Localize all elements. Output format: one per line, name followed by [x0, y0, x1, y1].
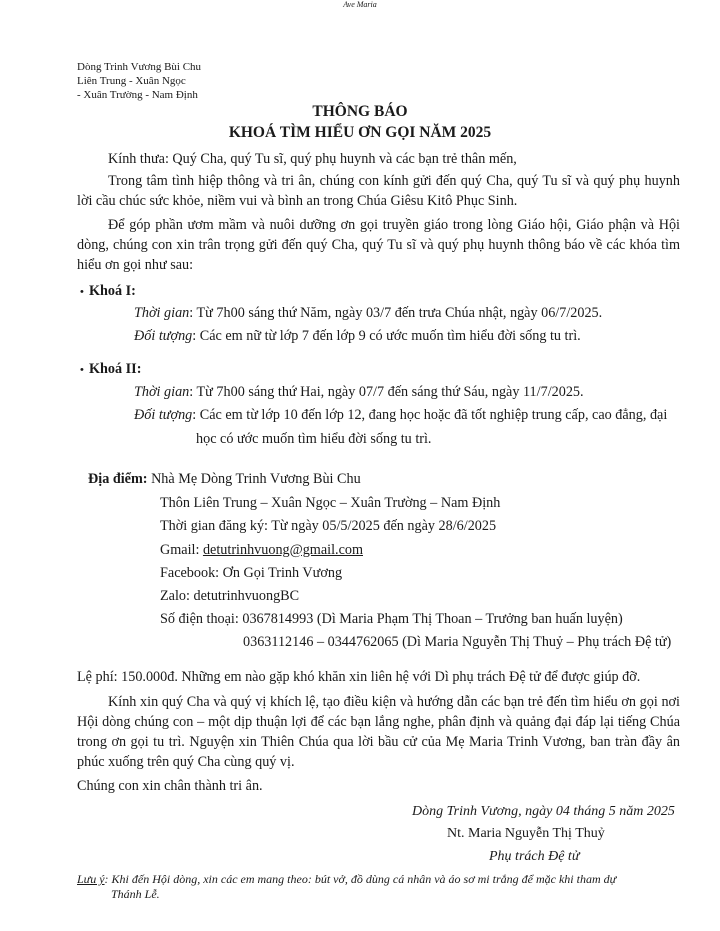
purpose-paragraph: Để góp phần ươm mầm và nuôi dưỡng ơn gọi truyền giáo trong lòng Giáo hội, Giáo phận và Hội dòng, chúng con xin trân trọng gửi đến quý Cha, quý Tu sĩ và quý phụ huynh thông báo về các khóa tìm hiểu ơn gọi như sau: [77, 217, 680, 273]
course-1-heading: • Khoá I: [80, 283, 136, 299]
bullet-icon: • [80, 286, 84, 298]
intro-paragraph: Trong tâm tình hiệp thông và tri ân, chúng con kính gửi đến quý Cha, quý Tu sĩ và quý phụ huynh lời cầu chúc sức khỏe, niềm vui và bình an trong Chúa Giêsu Kitô Phục Sinh. [77, 173, 680, 209]
course-1-time: Thời gian: Từ 7h00 sáng thứ Năm, ngày 03/7 đến trưa Chúa nhật, ngày 06/7/2025. [134, 305, 603, 321]
motto-header: Ave Maria [343, 0, 377, 9]
gmail-link[interactable]: detutrinhvuong@gmail.com [202, 542, 363, 558]
greeting: Kính thưa: Quý Cha, quý Tu sĩ, quý phụ huynh và các bạn trẻ thân mến, [108, 151, 517, 167]
signature-name: Nt. Maria Nguyễn Thị Thuỷ [447, 826, 605, 841]
closing-paragraph: Kính xin quý Cha và quý vị khích lệ, tạo điều kiện và hướng dẫn các bạn trẻ đến tìm hiểu ơn gọi nơi Hội dòng chúng con – một dịp thuận lợi để các bạn lắng nghe, phân định và quảng đại đáp lại tiếng Chúa trong ơn gọi tu trì. Nguyện xin Thiên Chúa qua lời bầu cử của Mẹ Maria Trinh Vương, ban tràn đầy ân phúc xuống trên quý Cha cùng quý vị. [77, 694, 680, 770]
zalo-line: Zalo: detutrinhvuongBC [160, 588, 300, 604]
org-line-1: Dòng Trinh Vương Bùi Chu [77, 61, 202, 73]
thanks-line: Chúng con xin chân thành tri ân. [77, 778, 263, 794]
course-2-target: Đối tượng: Các em từ lớp 10 đến lớp 12, đang học hoặc đã tốt nghiệp trung cấp, cao đẳng, đại [134, 407, 668, 423]
course-2-target-cont: học có ước muốn tìm hiểu đời sống tu trì. [196, 431, 432, 447]
note-label: Lưu ý [77, 872, 105, 886]
notice-title: THÔNG BÁO [312, 103, 408, 120]
phone-line-2: 0363112146 – 0344762065 (Dì Maria Nguyễn Thị Thuỷ – Phụ trách Đệ tử) [243, 634, 672, 650]
note: Lưu ý: Khi đến Hội dòng, xin các em mang theo: bút vở, đồ dùng cá nhân và áo sơ mi trắng để mặc khi tham dự Thánh Lễ. [77, 872, 617, 901]
phone-line-1: Số điện thoại: 0367814993 (Dì Maria Phạm Thị Thoan – Trưởng ban huấn luyện) [160, 611, 623, 627]
signature-place-date: Dòng Trinh Vương, ngày 04 tháng 5 năm 2025 [412, 804, 675, 819]
course-title: KHOÁ TÌM HIỂU ƠN GỌI NĂM 2025 [228, 124, 492, 141]
signature-role: Phụ trách Đệ tử [489, 849, 580, 864]
registration-period: Thời gian đăng ký: Từ ngày 05/5/2025 đến ngày 28/6/2025 [160, 518, 497, 534]
course-2-time: Thời gian: Từ 7h00 sáng thứ Hai, ngày 07/7 đến sáng thứ Sáu, ngày 11/7/2025. [134, 384, 584, 400]
venue-line: Địa điểm: Nhà Mẹ Dòng Trinh Vương Bùi Chu [88, 471, 361, 487]
bullet-icon: • [80, 364, 84, 376]
org-line-2: Liên Trung - Xuân Ngọc [77, 75, 186, 87]
facebook-line: Facebook: Ơn Gọi Trinh Vương [160, 565, 343, 581]
course-1-target: Đối tượng: Các em nữ từ lớp 7 đến lớp 9 có ước muốn tìm hiểu đời sống tu trì. [134, 328, 581, 344]
gmail-line: Gmail: detutrinhvuong@gmail.com [160, 542, 363, 558]
fee-line: Lệ phí: 150.000đ. Những em nào gặp khó khăn xin liên hệ với Dì phụ trách Đệ tử để được giúp đỡ. [77, 669, 641, 685]
venue-label: Địa điểm: [88, 471, 148, 487]
venue-address: Thôn Liên Trung – Xuân Ngọc – Xuân Trường – Nam Định [160, 495, 501, 511]
course-2-heading: • Khoá II: [80, 361, 142, 377]
org-line-3: - Xuân Trường - Nam Định [77, 89, 198, 101]
